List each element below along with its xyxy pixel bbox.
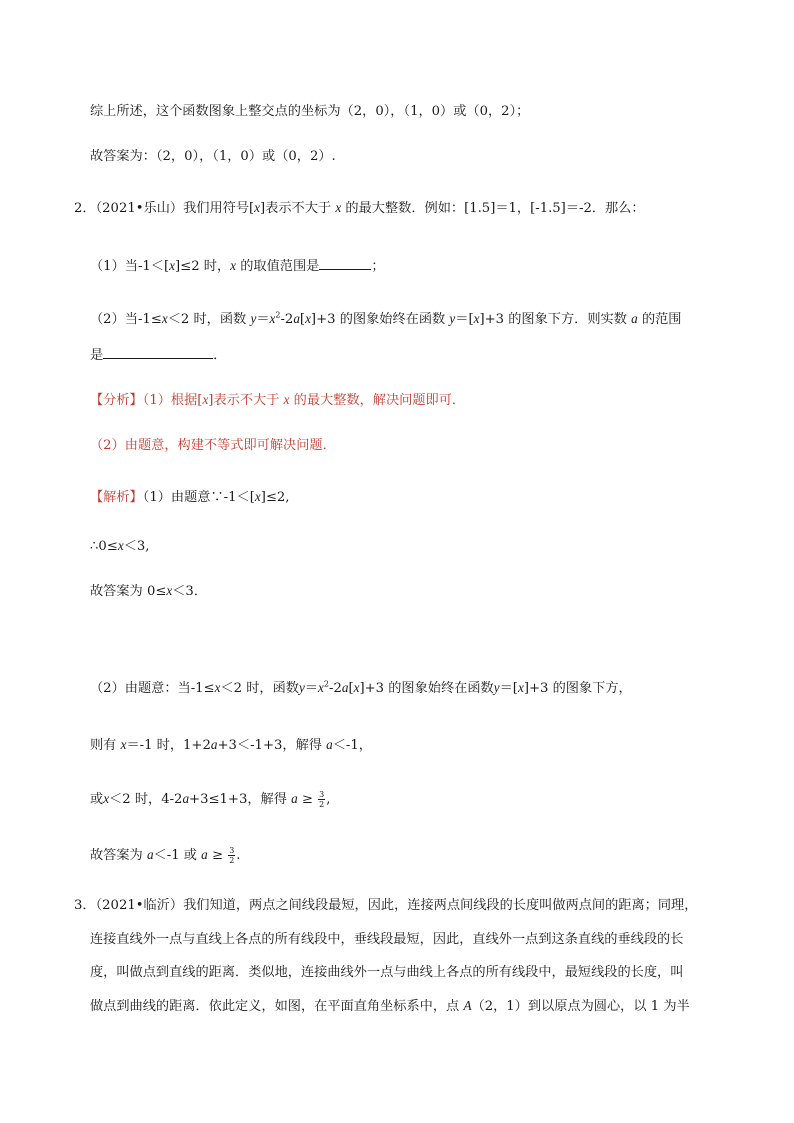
var-x: x <box>335 200 342 215</box>
text: ． <box>213 348 227 363</box>
text: （1）根据[ <box>142 393 203 408</box>
text: ＜-1 或 <box>153 848 197 863</box>
var-a: a <box>631 311 638 326</box>
var-a: a <box>182 791 190 806</box>
var-x: x <box>230 258 237 273</box>
text: ≥ <box>207 848 228 863</box>
text: （2，1）到以原点为圆心，以 1 为半 <box>471 999 690 1014</box>
fraction <box>228 846 235 865</box>
text: ＜2 时，4-2 <box>109 792 183 807</box>
text: 故答案为 0≤ <box>90 584 167 599</box>
question-number: 2． <box>74 201 96 216</box>
text: ＜3, <box>123 539 150 554</box>
question-2-stem <box>74 199 645 218</box>
text: ＝[ <box>455 312 474 327</box>
text: ＜2 时，函数 <box>220 681 299 696</box>
text: ＜-1， <box>332 738 372 753</box>
var-a: a <box>293 311 300 326</box>
question-number: 3． <box>74 898 96 913</box>
text: ＜2 时，函数 <box>167 312 247 327</box>
solution-line-3 <box>90 582 207 601</box>
text: 故答案为 <box>90 848 143 863</box>
question-3-line-1 <box>74 897 697 915</box>
analysis-line-1 <box>90 391 465 410</box>
text: ＝[ <box>499 681 518 696</box>
question-3-line-4 <box>90 997 690 1016</box>
var-x: x <box>318 680 324 695</box>
var-A: A <box>463 998 472 1013</box>
text: ]+3 的图象下方．则实数 <box>479 312 627 327</box>
var-a: a <box>291 791 298 806</box>
text: [ <box>299 312 306 327</box>
text: +3＜-1+3，解得 <box>217 738 322 753</box>
analysis-tag: 【分析】 <box>90 393 143 408</box>
var-a: a <box>326 737 333 752</box>
var-x: x <box>117 538 124 553</box>
var-x: x <box>214 680 221 695</box>
text: ]+3 的图象始终在函数 <box>359 681 494 696</box>
text: ＜3． <box>172 584 208 599</box>
text: -2 <box>280 312 294 327</box>
sub-question-2 <box>90 310 682 329</box>
text: （2）由题意：当-1≤ <box>90 681 215 696</box>
text: 则有 <box>90 738 117 753</box>
solution-line-4 <box>90 679 632 698</box>
text: ]表示不大于 <box>208 393 280 408</box>
var-x: x <box>305 311 311 326</box>
sub-question-2-cont <box>90 345 226 365</box>
text: ]+3 的图象下方， <box>523 681 632 696</box>
text: 是 <box>90 348 104 363</box>
fraction-numerator: 3 <box>319 790 325 799</box>
solution-line-7 <box>90 846 241 865</box>
analysis-line-2: （2）由题意，构建不等式即可解决问题． <box>90 438 336 453</box>
text: 做点到曲线的距离．依此定义，如图，在平面直角坐标系中，点 <box>90 999 460 1014</box>
exponent: 2 <box>323 679 329 689</box>
var-x: x <box>254 489 261 504</box>
var-x: x <box>517 680 524 695</box>
var-x: x <box>283 392 290 407</box>
text: -2 <box>329 681 342 696</box>
solution-line-2 <box>90 537 149 556</box>
summary-line: 综上所述，这个函数图象上整交点的坐标为（2，0），（1，0）或（0，2）； <box>90 104 530 119</box>
fraction <box>318 790 325 809</box>
text: ]≤2, <box>260 490 290 505</box>
text: [ <box>348 681 354 696</box>
var-x: x <box>161 311 168 326</box>
solution-line-1 <box>90 488 289 507</box>
var-x: x <box>254 200 261 215</box>
text: ； <box>371 259 385 274</box>
var-x: x <box>353 680 360 695</box>
text: ＝ <box>304 681 319 696</box>
var-a: a <box>146 847 154 862</box>
text: ]表示不大于 <box>260 201 332 216</box>
fraction-denominator: 2 <box>229 856 235 865</box>
fraction-denominator: 2 <box>319 800 325 809</box>
question-3-line-3: 度，叫做点到直线的距离．类似地，连接曲线外一点与曲线上各点的所有线段中，最短线段的长度，叫 <box>90 965 684 980</box>
var-x: x <box>169 258 175 273</box>
exponent: 2 <box>275 310 281 320</box>
question-source: （2021•乐山） <box>95 201 184 216</box>
var-x: x <box>166 583 173 598</box>
var-x: x <box>120 737 127 752</box>
text: （2021•临沂）我们知道，两点之间线段最短，因此，连接两点间线段的长度叫做两点间的距离；同理， <box>95 898 698 913</box>
var-a: a <box>210 737 218 752</box>
solution-line-6 <box>90 790 330 809</box>
question-3-line-2: 连接直线外一点与直线上各点的所有线段中，垂线段最短，因此，直线外一点到这条直线的垂线段的长 <box>90 932 684 947</box>
text: ]≤2 时， <box>175 259 231 274</box>
var-y: y <box>493 680 500 695</box>
solution-tag: 【解析】 <box>90 490 143 505</box>
text: 的最大整数．例如：[1.5]＝1，[-1.5]＝-2．那么： <box>345 201 645 216</box>
text: +3≤1+3，解得 <box>189 792 287 807</box>
var-a: a <box>341 680 349 695</box>
sub-question-1 <box>90 256 385 276</box>
answer-blank[interactable] <box>103 345 213 359</box>
var-x: x <box>103 791 110 806</box>
solution-line-5 <box>90 736 372 755</box>
text: 或 <box>90 792 104 807</box>
text: , <box>326 792 331 807</box>
var-x: x <box>473 311 480 326</box>
text: ≥ <box>297 792 318 807</box>
var-y: y <box>250 311 257 326</box>
text: . <box>236 848 241 863</box>
answer-blank[interactable] <box>319 256 371 270</box>
var-y: y <box>299 680 305 695</box>
text: ∴0≤ <box>90 539 118 554</box>
answer-line: 故答案为：（2，0），（1，0）或（0，2）. <box>90 149 336 164</box>
var-x: x <box>202 392 209 407</box>
text: （1）当-1＜[ <box>90 259 170 274</box>
var-a: a <box>201 847 208 862</box>
text: 的最大整数，解决问题即可． <box>293 393 466 408</box>
text: 的取值范围是 <box>240 259 320 274</box>
fraction-numerator: 3 <box>229 846 235 855</box>
var-y: y <box>449 311 456 326</box>
text: （2）当-1≤ <box>90 312 162 327</box>
text: 我们用符号[ <box>183 201 255 216</box>
var-x: x <box>269 311 276 326</box>
text: ＝-1 时，1+2 <box>126 738 211 753</box>
text: ]+3 的图象始终在函数 <box>310 312 446 327</box>
text: 的范围 <box>641 312 682 327</box>
text: ＝ <box>256 312 270 327</box>
text: （1）由题意∵-1＜[ <box>142 490 255 505</box>
